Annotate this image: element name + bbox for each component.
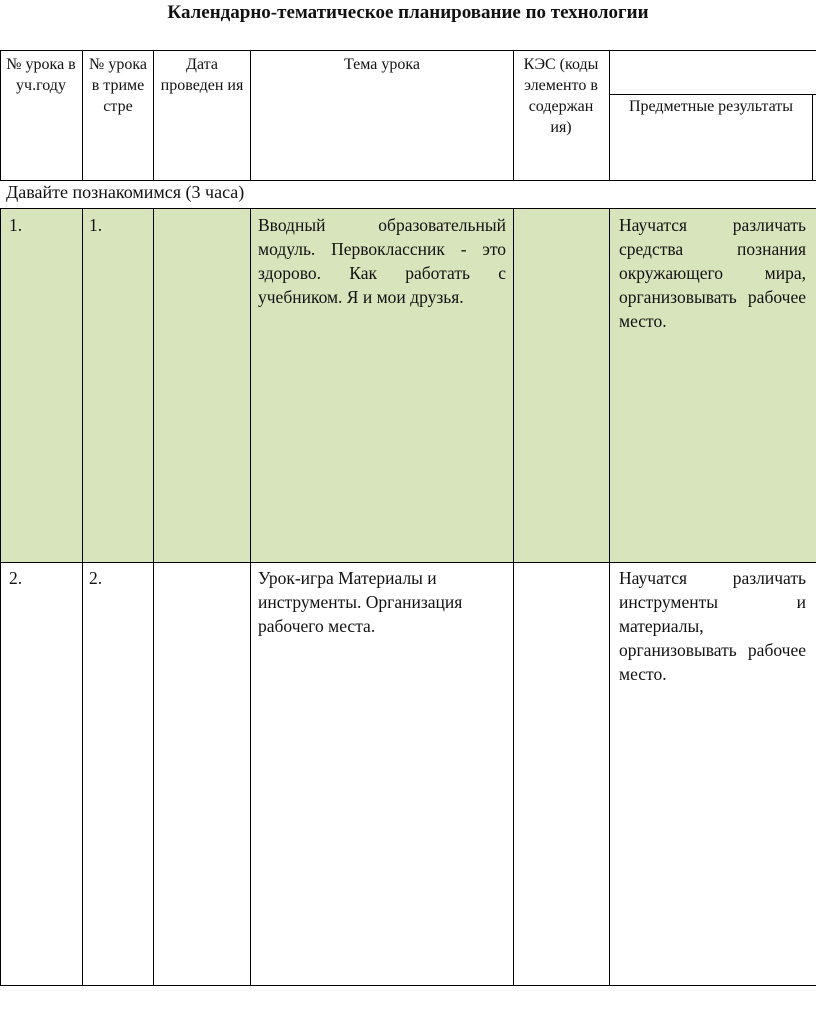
row1-lesson-trimester: 1.	[89, 215, 103, 235]
row2-lesson-year: 2.	[9, 568, 23, 588]
row1-subject-results: Научатся различать средства познания окружающего мира, организовывать рабочее место.	[619, 215, 806, 331]
header-lesson-year: № урока в уч.году	[6, 56, 76, 94]
table-border-bottom	[0, 985, 816, 986]
header-bottom-border	[0, 180, 816, 181]
header-subdivider	[609, 94, 816, 95]
col-border	[82, 208, 83, 985]
header-subject-results: Предметные результаты	[628, 98, 794, 115]
header-date: Дата проведен ия	[160, 56, 244, 94]
row-divider	[0, 562, 816, 563]
header-topic: Тема урока	[343, 56, 420, 73]
table-border-top	[0, 50, 816, 51]
col-border	[153, 208, 154, 985]
col-border	[609, 208, 610, 985]
row2-subject-results: Научатся различать инструменты и материалы, организовывать рабочее место.	[619, 568, 806, 684]
col-border-left	[0, 208, 1, 985]
section-title: Давайте познакомимся (3 часа)	[6, 182, 245, 202]
row1-topic: Вводный образовательный модуль. Первоклассник - это здорово. Как работать с учебником. Я и мои друзья.	[258, 215, 506, 307]
col-border	[250, 208, 251, 985]
col-border	[82, 50, 83, 180]
col-border	[513, 50, 514, 180]
header-lesson-trimester: № урока в триме стре	[89, 56, 147, 115]
col-border	[153, 50, 154, 180]
col-border	[513, 208, 514, 985]
header-kes: КЭС (коды элементо в содержан ия)	[523, 56, 599, 136]
row1-lesson-year: 1.	[9, 215, 23, 235]
col-border-left	[0, 50, 1, 180]
section-bottom-border	[0, 208, 816, 209]
col-border	[250, 50, 251, 180]
col-border-right	[812, 94, 813, 180]
page-title: Календарно-тематическое планирование по технологии	[167, 2, 649, 23]
row2-topic: Урок-игра Материалы и инструменты. Организация рабочего места.	[258, 568, 463, 636]
row2-lesson-trimester: 2.	[89, 568, 103, 588]
col-border	[609, 50, 610, 180]
